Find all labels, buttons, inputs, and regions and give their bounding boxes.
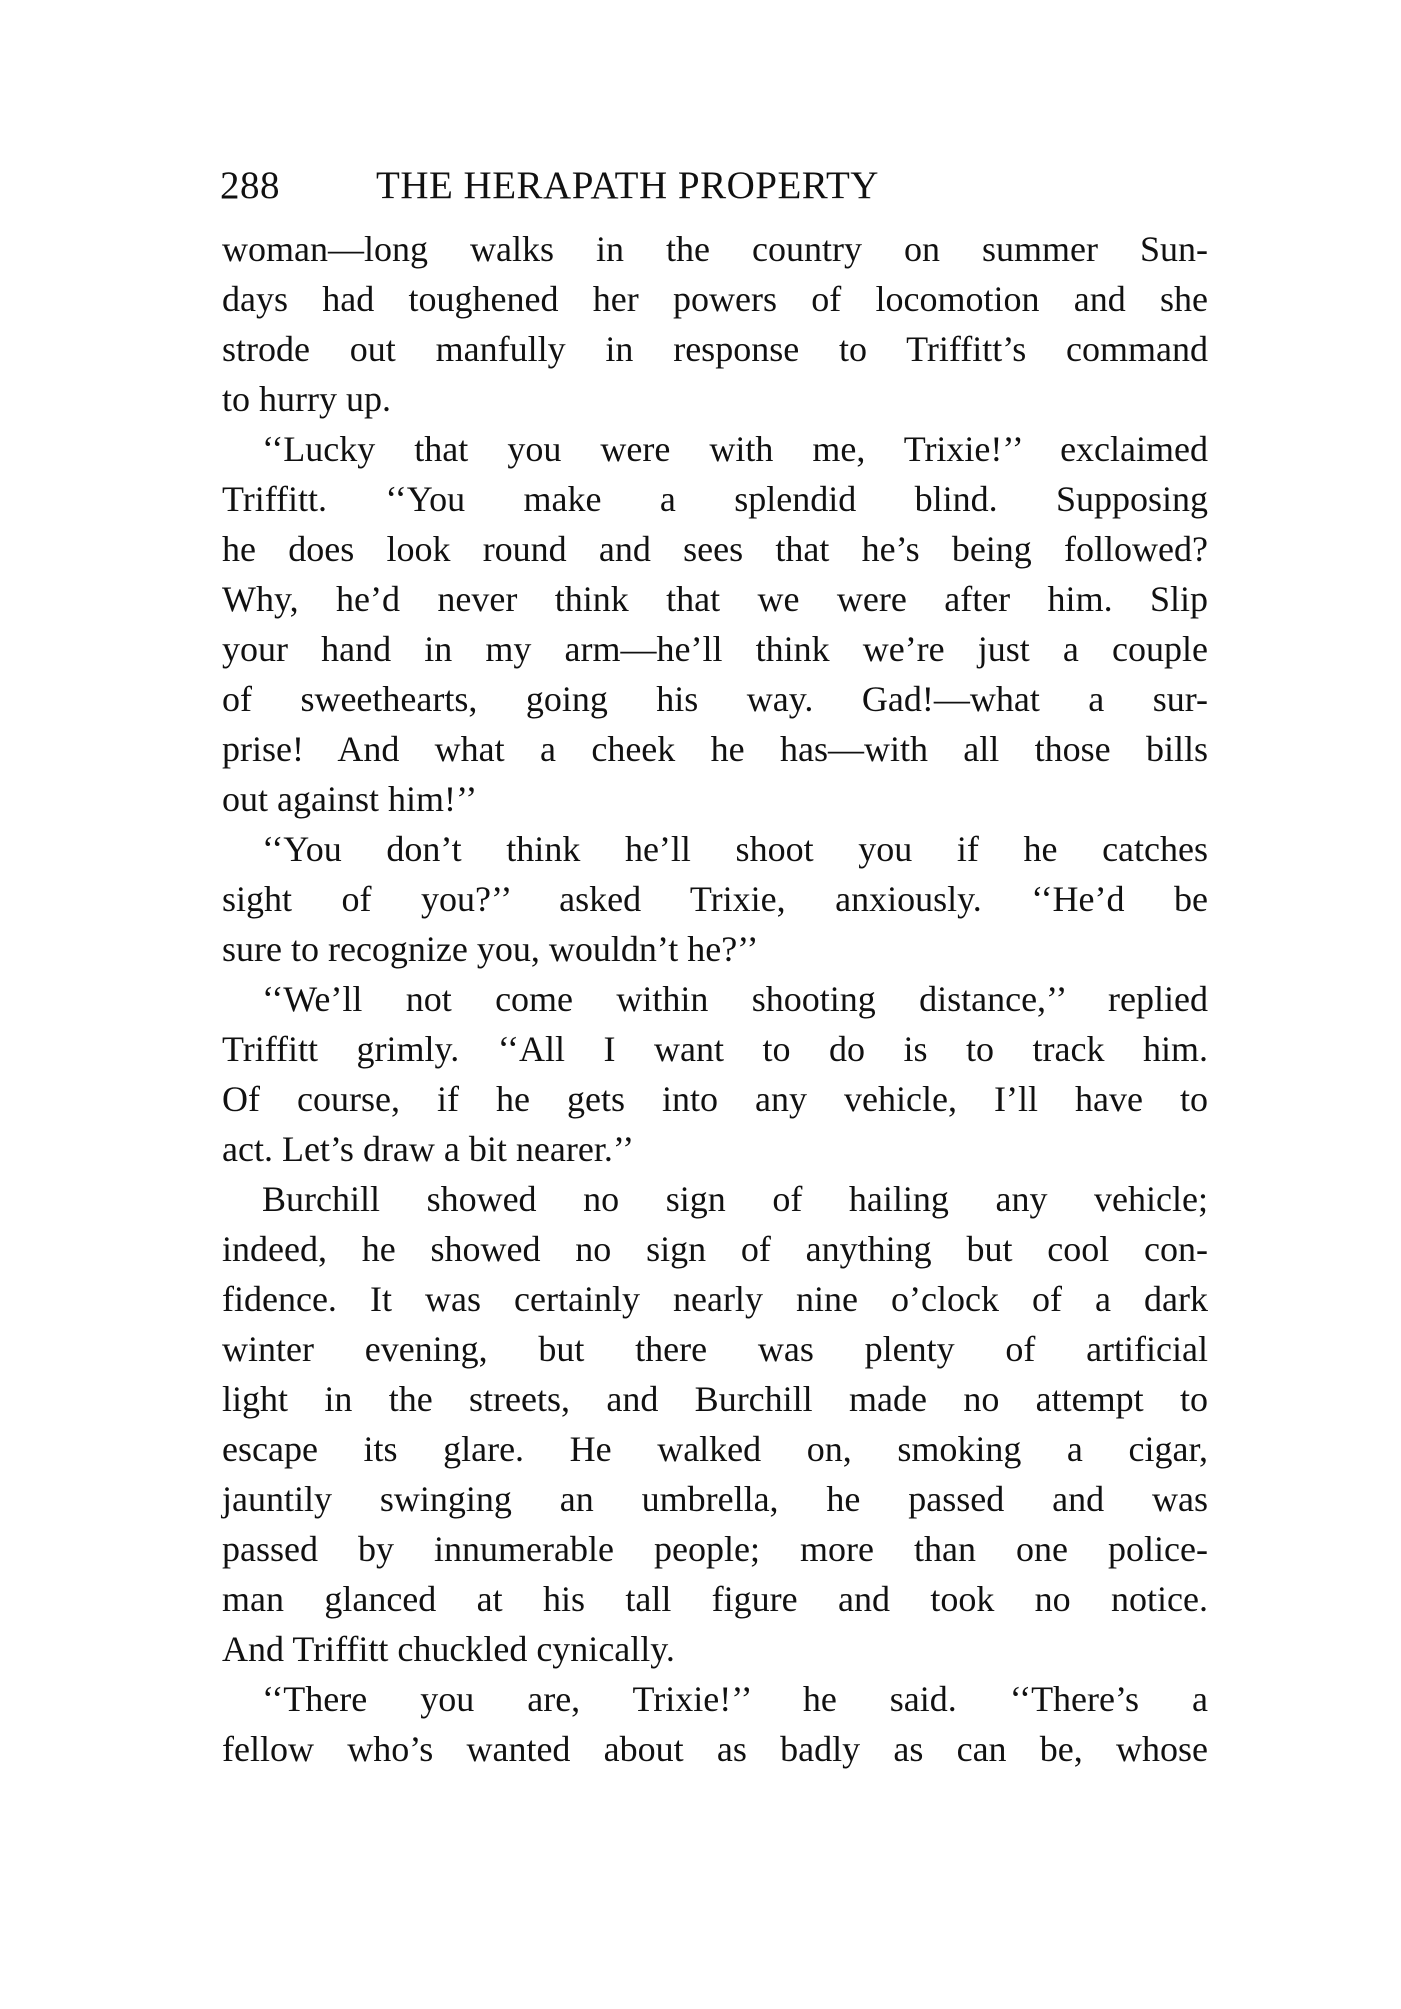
text-line: prise! And what a cheek he has—with all those bills <box>222 729 1208 769</box>
text-line: of sweethearts, going his way. Gad!—what a sur- <box>222 679 1208 719</box>
text-line: days had toughened her powers of locomotion and she <box>222 279 1208 319</box>
text-line: winter evening, but there was plenty of artificial <box>222 1329 1208 1369</box>
text-line: ‘‘There you are, Trixie!’’ he said. ‘‘There’s a <box>262 1679 1208 1719</box>
text-line: And Triffitt chuckled cynically. <box>222 1629 675 1669</box>
running-title: THE HERAPATH PROPERTY <box>376 164 879 207</box>
page-header <box>220 158 1210 214</box>
text-line: Triffitt grimly. ‘‘All I want to do is to track him. <box>222 1029 1208 1069</box>
text-line: jauntily swinging an umbrella, he passed and was <box>222 1479 1208 1519</box>
text-line: escape its glare. He walked on, smoking a cigar, <box>222 1429 1208 1469</box>
text-line: sure to recognize you, wouldn’t he?’’ <box>222 929 759 969</box>
text-line: he does look round and sees that he’s being followed? <box>222 529 1208 569</box>
text-line: passed by innumerable people; more than one police- <box>222 1529 1208 1569</box>
text-line: man glanced at his tall figure and took no notice. <box>222 1579 1208 1619</box>
text-line: Burchill showed no sign of hailing any vehicle; <box>262 1179 1208 1219</box>
text-line: ‘‘We’ll not come within shooting distance,’’ replied <box>262 979 1208 1019</box>
text-line: fidence. It was certainly nearly nine o’clock of a dark <box>222 1279 1208 1319</box>
text-line: fellow who’s wanted about as badly as can be, whose <box>222 1729 1208 1769</box>
text-line: Of course, if he gets into any vehicle, I’ll have to <box>222 1079 1208 1119</box>
text-line: indeed, he showed no sign of anything but cool con- <box>222 1229 1208 1269</box>
text-line: to hurry up. <box>222 379 391 419</box>
text-line: strode out manfully in response to Triffitt’s command <box>222 329 1208 369</box>
text-line: act. Let’s draw a bit nearer.’’ <box>222 1129 635 1169</box>
text-line: out against him!’’ <box>222 779 478 819</box>
text-line: Why, he’d never think that we were after him. Slip <box>222 579 1208 619</box>
text-line: ‘‘You don’t think he’ll shoot you if he catches <box>262 829 1208 869</box>
body-text <box>222 224 1208 1774</box>
text-line: your hand in my arm—he’ll think we’re just a couple <box>222 629 1208 669</box>
text-line: light in the streets, and Burchill made no attempt to <box>222 1379 1208 1419</box>
text-line: Triffitt. ‘‘You make a splendid blind. Supposing <box>222 479 1208 519</box>
text-line: ‘‘Lucky that you were with me, Trixie!’’ exclaimed <box>262 429 1208 469</box>
page-number: 288 <box>220 164 280 207</box>
text-line: sight of you?’’ asked Trixie, anxiously. ‘‘He’d be <box>222 879 1208 919</box>
text-line: woman—long walks in the country on summer Sun- <box>222 229 1208 269</box>
